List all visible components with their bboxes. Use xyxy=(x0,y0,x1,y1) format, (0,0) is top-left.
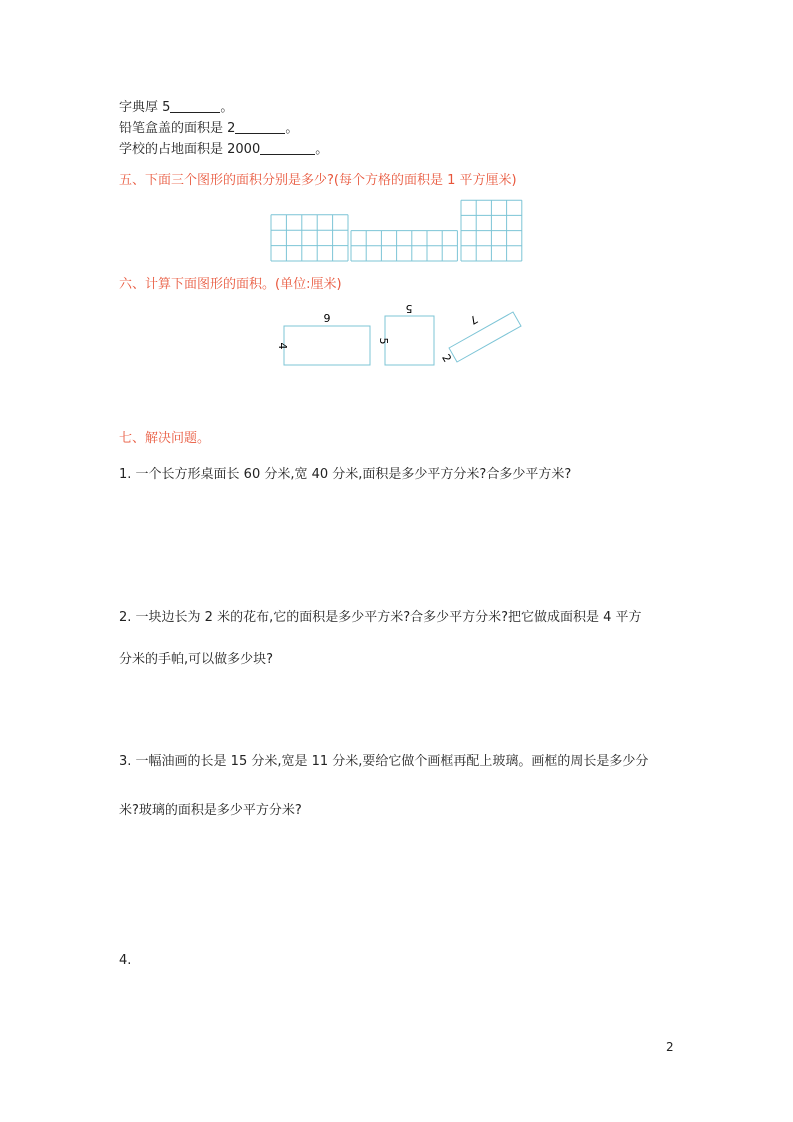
section-5-title: 五、下面三个图形的面积分别是多少?(每个方格的面积是 1 平方厘米) xyxy=(119,173,517,188)
blank-line-1-end: 。 xyxy=(220,100,234,115)
section-7-title: 七、解决问题。 xyxy=(119,431,211,446)
rectangle-figure-2 xyxy=(439,312,521,365)
blank-line-2 xyxy=(119,120,298,138)
grid-figure-1 xyxy=(271,215,348,261)
rectangle-1-width-label: 4 xyxy=(276,342,289,350)
answer-blank[interactable] xyxy=(260,141,315,155)
blank-line-2-end: 。 xyxy=(285,121,299,136)
square-outline xyxy=(385,316,434,365)
tilted-rectangle-outline xyxy=(449,312,521,362)
problem-3-line-1: 3. 一幅油画的长是 15 分米,宽是 11 分米,要给它做个画框再配上玻璃。画框的周长是多少分 xyxy=(119,754,649,769)
answer-blank[interactable] xyxy=(170,99,220,113)
answer-blank[interactable] xyxy=(235,120,285,134)
blank-line-3-end: 。 xyxy=(315,142,329,157)
page-number: 2 xyxy=(666,1040,674,1054)
blank-line-1-text: 字典厚 5 xyxy=(119,100,171,115)
problem-2-line-1: 2. 一块边长为 2 米的花布,它的面积是多少平方米?合多少平方分米?把它做成面积是 4 平方 xyxy=(119,610,642,625)
rectangle-1-outline xyxy=(284,326,370,365)
problem-3-line-2: 米?玻璃的面积是多少平方分米? xyxy=(119,803,302,818)
rectangle-1-length-label: 9 xyxy=(323,312,331,325)
square-figure xyxy=(377,302,434,365)
grid-figure-2 xyxy=(351,231,457,261)
tilted-rectangle-width-label: 2 xyxy=(439,351,454,365)
rectangle-figure-1 xyxy=(276,312,370,365)
blank-line-1 xyxy=(119,99,233,117)
square-top-label: 5 xyxy=(405,302,413,315)
grid-figure-3 xyxy=(461,200,522,261)
section-6-title: 六、计算下面图形的面积。(单位:厘米) xyxy=(119,277,342,292)
square-left-label: 5 xyxy=(377,337,390,345)
problem-1-line-1: 1. 一个长方形桌面长 60 分米,宽 40 分米,面积是多少平方分米?合多少平方米? xyxy=(119,467,572,482)
blank-line-3-text: 学校的占地面积是 2000 xyxy=(119,142,261,157)
tilted-rectangle-length-label: 7 xyxy=(467,312,481,327)
blank-line-3 xyxy=(119,141,328,159)
problem-2-line-2: 分米的手帕,可以做多少块? xyxy=(119,652,274,667)
problem-4-line-1: 4. xyxy=(119,953,132,968)
blank-line-2-text: 铅笔盒盖的面积是 2 xyxy=(119,121,236,136)
